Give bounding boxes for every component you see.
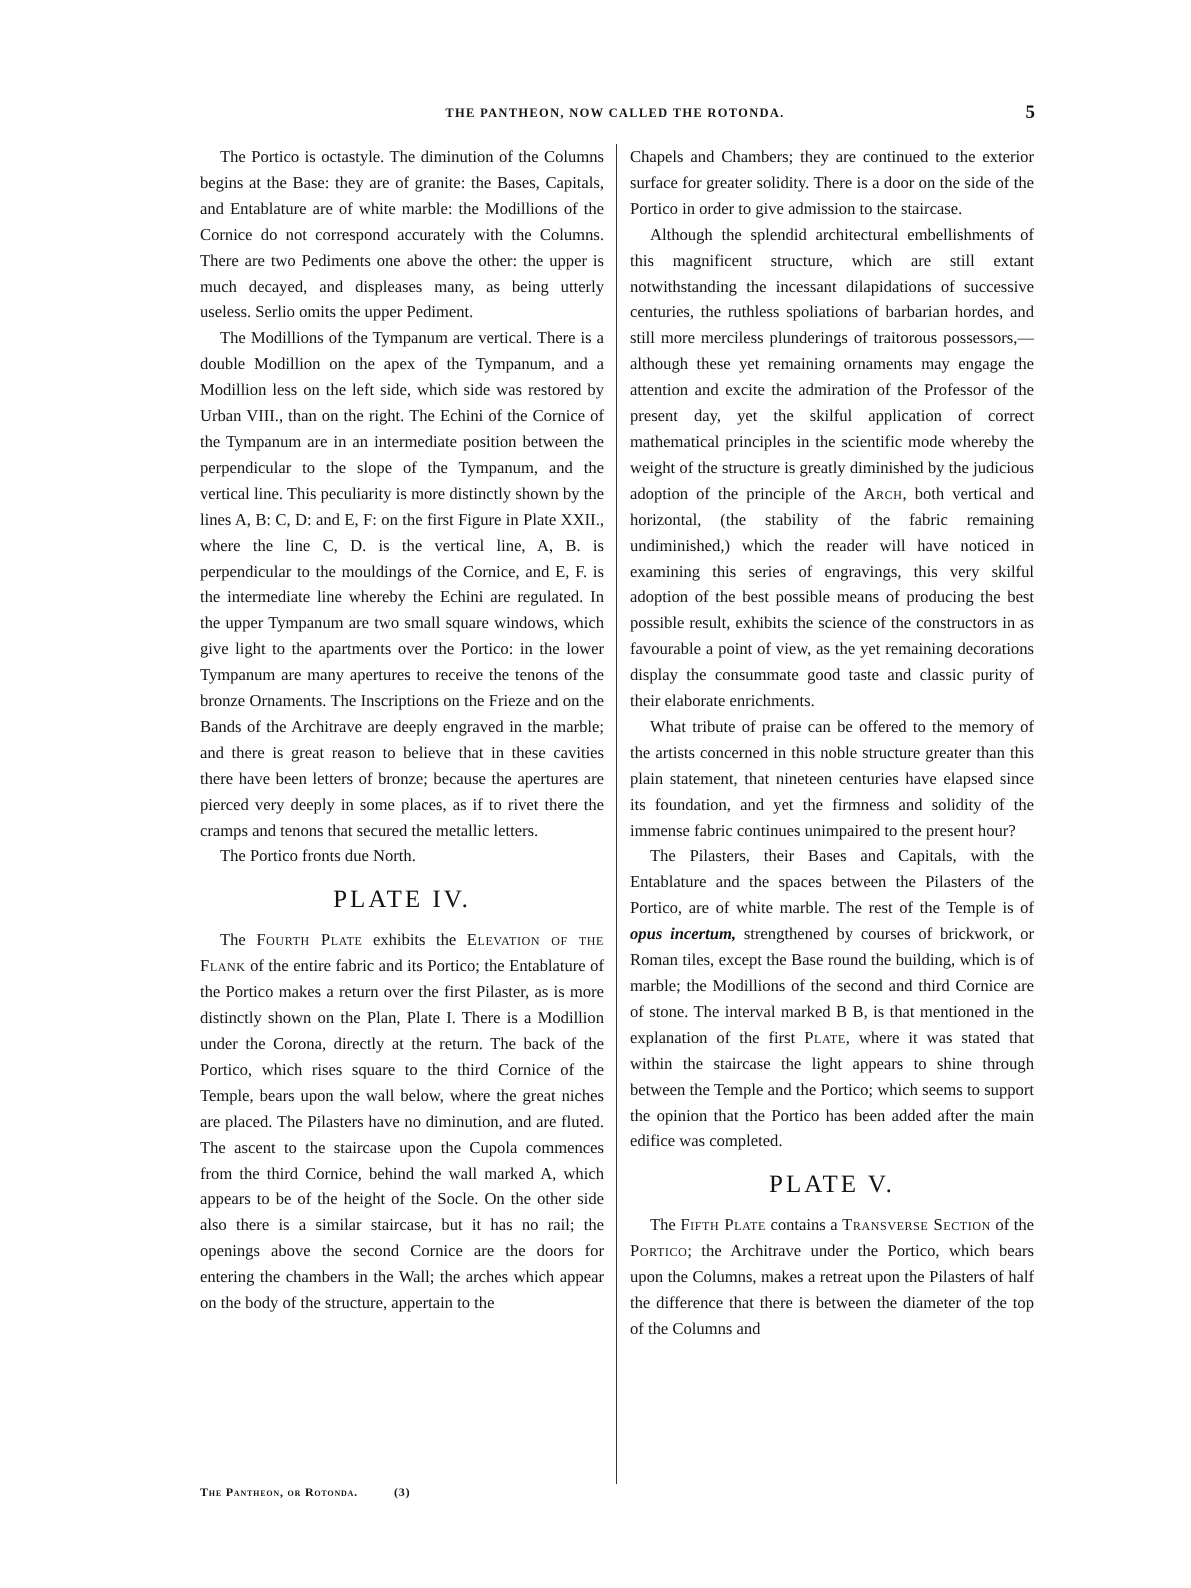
text-run: contains a [770,1215,838,1235]
running-title: THE PANTHEON, NOW CALLED THE ROTONDA. [445,106,785,120]
paragraph-embellishments [630,222,1034,714]
heading-plate-v: PLATE V. [769,1171,895,1199]
footer-title: The Pantheon, or Rotonda. [200,1485,358,1499]
text-run: The [650,1215,676,1235]
small-caps-transverse-section: Transverse Section [842,1215,991,1235]
left-column [200,144,604,1316]
small-caps-arch: Arch [863,483,903,503]
text-run: ; the Architrave under the Portico, which bears upon the Columns, makes a retreat upon the Pilasters of half the difference that there is between the diameter of the top of the Columns and [630,1241,1034,1338]
running-head [195,102,1035,130]
text-run: , both vertical and horizontal, (the stability of the fabric remaining undiminished,) which the reader will have noticed in examining this series of engravings, this very skilful adoption of the best possible means of producing the best possible result, exhibits the science of the constructors in as favourable a point of view, as the yet remaining decorations display the consummate good taste and classic purity of their elaborate enrichments. [630,483,1034,711]
text-run: The [220,930,246,950]
small-caps-portico: Portico [630,1241,688,1261]
page-footer [200,1485,410,1500]
paragraph-tribute: What tribute of praise can be offered to the memory of the artists concerned in this noble structure greater than this plain statement, that nineteen centuries have elapsed since its foundation, and yet the firmness and solidity of the immense fabric continues unimpaired to the present hour? [630,716,1034,840]
text-run: of the entire fabric and its Portico; the Entablature of the Portico makes a return over the first Pilaster, as is more distinctly shown on the Plan, Plate I. There is a Modillion under the Corona, directly at the return. The back of the Portico, which rises square to the third Cornice of the Temple, bears upon the wall below, where the great niches are placed. The Pilasters have no diminution, and are fluted. The ascent to the staircase upon the Cupola commences from the third Cornice, behind the wall marked A, which appears to be of the height of the Socle. On the other side also there is a similar staircase, but it has no rail; the openings above the second Cornice are the doors for entering the chambers in the Wall; the arches which appear on the body of the structure, appertain to the [200,956,604,1313]
heading-plate-iv: PLATE IV. [333,886,471,914]
text-run: strengthened by courses of brickwork, or Roman tiles, except the Base round the building, which is of marble; the Modillions of the second and third Cornice are of stone. The interval marked B B, is that mentioned in the explanation of the first [630,924,1034,1047]
text-run: The Pilasters, their Bases and Capitals, with the Entablature and the spaces between the Pilasters of the Portico, are of white marble. The rest of the Temple is of [630,846,1034,918]
page-number: 5 [1025,102,1035,123]
small-caps-fourth-plate: Fourth Plate [256,930,363,950]
paragraph-portico-north: The Portico fronts due North. [220,846,416,866]
column-divider [616,144,617,1484]
paragraph-pilasters [630,843,1034,1154]
small-caps-elevation: Elevation of the Flank [200,930,604,976]
text-run: of the [995,1215,1035,1235]
italic-opus-incertum: opus incertum, [630,924,737,944]
small-caps-plate: Plate [804,1027,846,1047]
paragraph-modillions-tympanum: The Modillions of the Tympanum are vertical. There is a double Modillion on the apex of the Tympanum, and a Modillion less on the left side, which side was restored by Urban VIII., than on the right. The Echini of the Cornice of the Tympanum are in an intermediate position between the perpendicular to the slope of the Tympanum, and the vertical line. This peculiarity is more distinctly shown by the lines A, B: C, D: and E, F: on the first Figure in Plate XXII., where the line C, D. is the vertical line, A, B. is perpendicular to the mouldings of the Cornice, and E, F. is the intermediate line whereby the Echini are regulated. In the upper Tympanum are two small square windows, which give light to the apartments over the Portico: in the lower Tympanum are many apertures to receive the tenons of the bronze Ornaments. The Inscriptions on the Frieze and on the Bands of the Architrave are deeply engraved in the marble; and there is great reason to believe that in these cavities there have been letters of bronze; because the apertures are pierced very deeply in some places, as if to rivet there the cramps and tenons that secured the metallic letters. [200,328,604,840]
text-run: , where it was stated that within the staircase the light appears to shine through between the Temple and the Portico; which seems to support the opinion that the Portico has been added after the main edifice was completed. [630,1027,1034,1151]
paragraph-chapels-continued: Chapels and Chambers; they are continued to the exterior surface for greater solidity. There is a door on the side of the Portico in order to give admission to the staircase. [630,147,1034,218]
paragraph-fourth-plate [200,927,604,1316]
paragraph-portico-octastyle: The Portico is octastyle. The diminution of the Columns begins at the Base: they are of granite: the Bases, Capitals, and Entablature are of white marble: the Modillions of the Cornice do not correspond accurately with the Columns. There are two Pediments one above the other: the upper is much decayed, and displeases many, as being utterly useless. Serlio omits the upper Pediment. [200,147,604,322]
text-run: Although the splendid architectural embellishments of this magnificent structure, which are still extant notwithstanding the incessant dilapidations of successive centuries, the ruthless spoliations of barbarian hordes, and still more merciless plunderings of traitorous possessors,—although these yet remaining ornaments may engage the attention and excite the admiration of the Professor of the present day, yet the skilful application of correct mathematical principles in the scientific mode whereby the weight of the structure is greatly diminished by the judicious adoption of the principle of the [630,224,1034,503]
right-column [630,144,1034,1342]
small-caps-fifth-plate: Fifth Plate [680,1215,766,1235]
signature-mark: (3) [393,1485,411,1499]
paragraph-fifth-plate [630,1212,1034,1342]
text-run: exhibits the [372,930,457,950]
